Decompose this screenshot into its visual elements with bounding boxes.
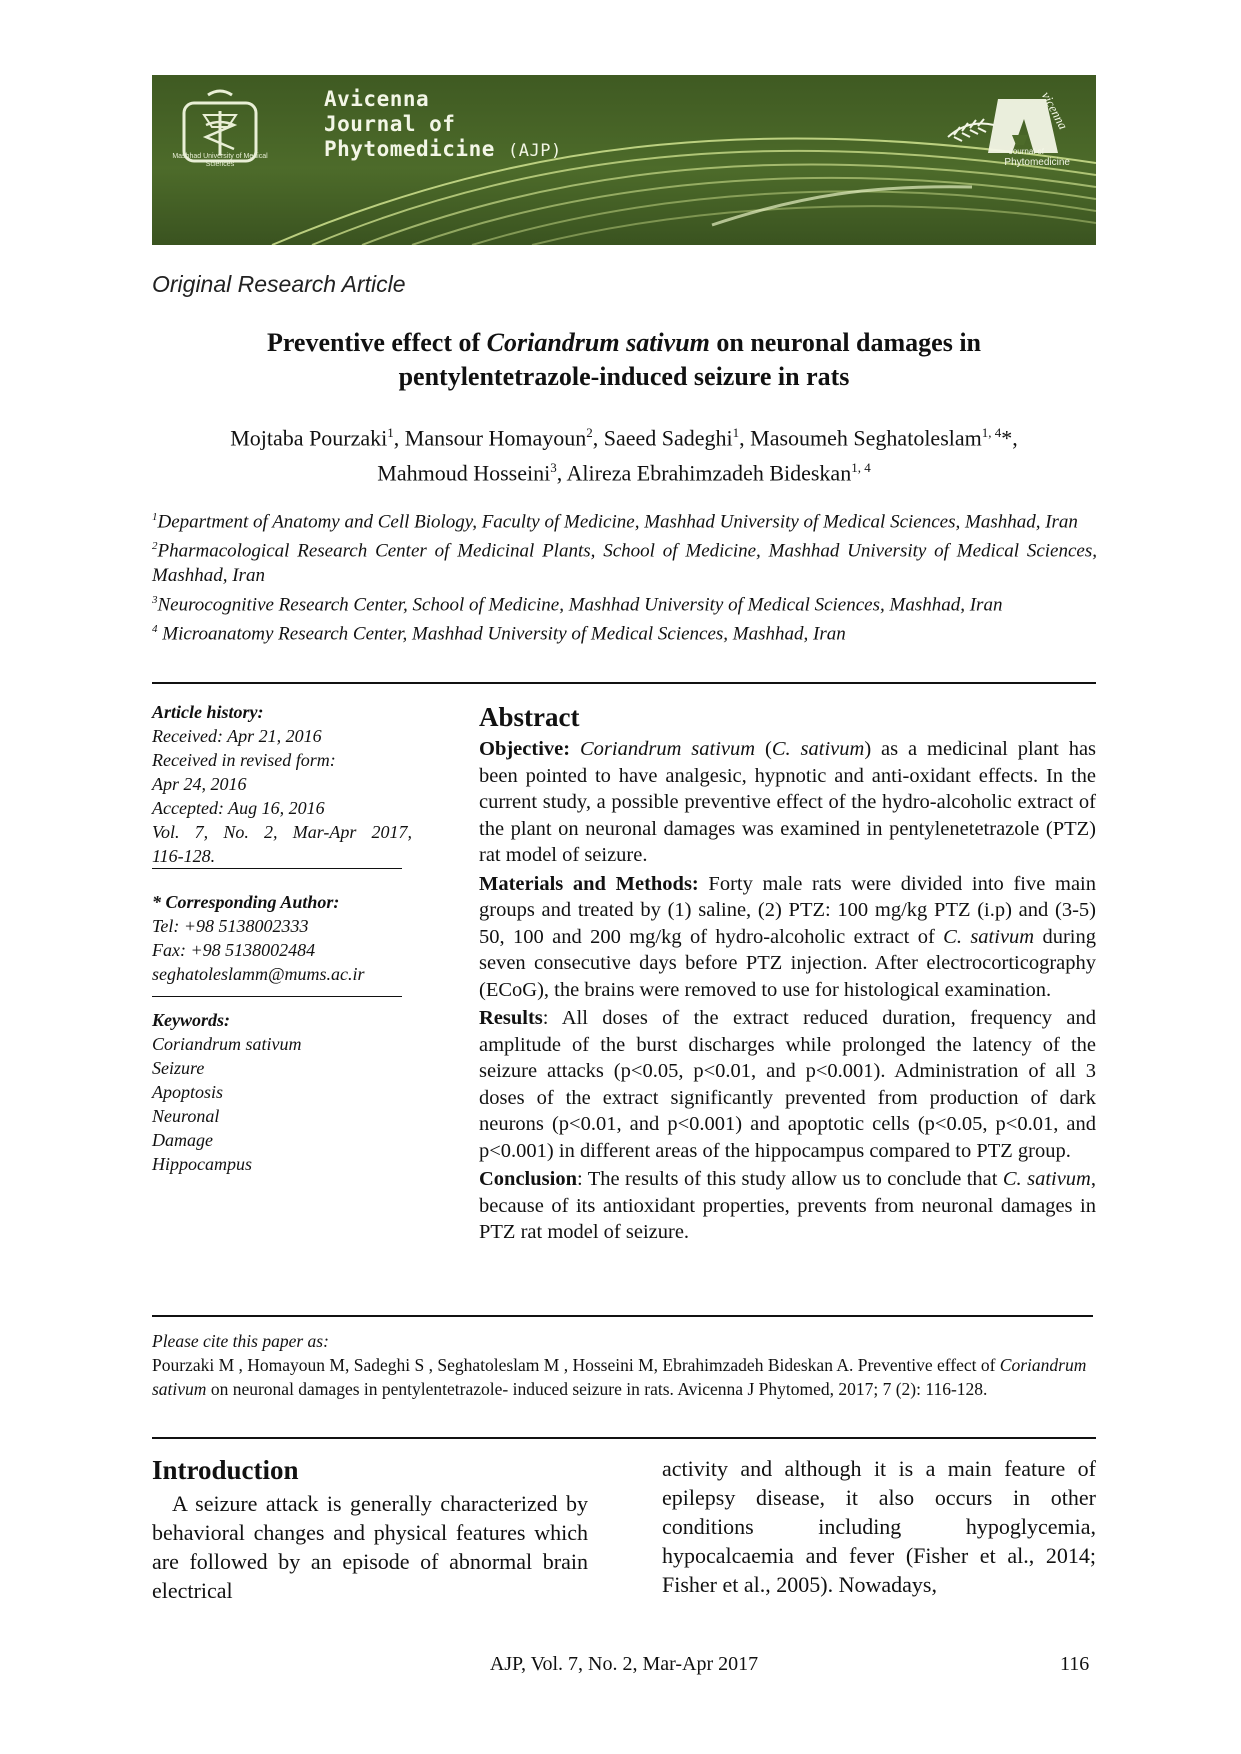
journal-name-line3: Phytomedicine (AJP) xyxy=(324,137,562,161)
corresponding-fax: Fax: +98 5138002484 xyxy=(152,940,316,960)
article-info-sidebar xyxy=(152,700,412,1176)
page-range: 116-128. xyxy=(152,846,216,866)
affiliation-text: Department of Anatomy and Cell Biology, Faculty of Medicine, Mashhad University of Medical Sciences, Mashhad, Iran xyxy=(157,511,1078,533)
affiliation-mark: 3 xyxy=(152,593,158,606)
keyword: Neuronal xyxy=(152,1106,220,1126)
sidebar-divider xyxy=(152,996,402,997)
keyword: Coriandrum sativum xyxy=(152,1034,302,1054)
section-divider xyxy=(152,682,1096,684)
journal-name-line1: Avicenna xyxy=(324,87,430,111)
university-caption: Mashhad University of Medical Sciences xyxy=(172,153,268,168)
abstract-text: Forty male rats were divided into five main groups and treated by (1) saline, (2) PTZ: 100 mg/kg PTZ (i.p) and (3-5) 50, 100 and 200 mg/kg of hydro-alcoholic extract of xyxy=(479,872,1096,948)
ajp-logo xyxy=(928,79,1088,209)
title-text: on neuronal damages in xyxy=(709,328,982,357)
footer-journal-info: AJP, Vol. 7, No. 2, Mar-Apr 2017 xyxy=(489,1653,759,1675)
title-text: pentylentetrazole-induced seizure in rats xyxy=(398,362,850,391)
keyword: Hippocampus xyxy=(152,1154,252,1174)
species-name: C. sativum xyxy=(1002,1168,1091,1190)
journal-abbrev: (AJP) xyxy=(508,141,562,161)
citation-part: Pourzaki M , Homayoun M, Sadeghi S , Seghatoleslam M , Hosseini M, Ebrahimzadeh Bideskan A. Preventive effect of xyxy=(152,1355,1000,1375)
citation-box xyxy=(152,1329,1096,1401)
abstract-results xyxy=(479,1005,1096,1164)
ajp-logo-arc-text: vicenna xyxy=(1038,89,1071,132)
author-list xyxy=(152,418,1096,489)
abstract-text: ( xyxy=(755,738,772,760)
species-name: C. sativum xyxy=(943,925,1035,948)
author-name: , Masoumeh Seghatoleslam xyxy=(739,425,982,451)
journal-banner xyxy=(152,75,1096,245)
affiliation-text: Pharmacological Research Center of Medicinal Plants, School of Medicine, Mashhad University of Medical Sciences, Mashhad, Iran xyxy=(152,540,1097,586)
abstract-text: : All doses of the extract reduced duration, frequency and amplitude of the burst discharges while prolonged the latency of the seizure attacks (p<0.05, p<0.01, and p<0.001). Administration of all 3 doses of the extract significantly prevented from production of dark neurons (p<0.01, and p<0.001) and apoptotic cells (p<0.05, p<0.01, and p<0.001) in different areas of the hippocampus compared to PTZ group. xyxy=(479,1007,1096,1162)
keywords-heading: Keywords: xyxy=(152,1010,230,1030)
species-name: Coriandrum sativum xyxy=(152,1355,1087,1399)
affiliation-mark: 2 xyxy=(152,540,158,553)
journal-name xyxy=(324,87,562,164)
corresponding-email[interactable]: seghatoleslamm@mums.ac.ir xyxy=(152,964,365,984)
abstract-objective xyxy=(479,736,1096,869)
affiliation xyxy=(152,617,1097,646)
journal-name-line2: Journal of xyxy=(324,112,456,136)
abstract-text: : The results of this study allow us to conclude that xyxy=(576,1168,1003,1190)
author-name: , Mansour Homayoun xyxy=(393,425,587,451)
citation-text xyxy=(152,1353,1096,1401)
results-label: Results xyxy=(479,1007,543,1029)
affiliation-mark: 4 xyxy=(152,622,158,635)
affiliation-text: Neurocognitive Research Center, School of Medicine, Mashhad University of Medical Sciences, Mashhad, Iran xyxy=(157,593,1003,615)
introduction-column-right xyxy=(662,1454,1096,1599)
abstract-text: ) as a medicinal plant has been pointed to have analgesic, hypnotic and anti-oxidant effects. In the current study, a possible preventive effect of the hydro-alcoholic extract of the plant on neuronal damages was examined in pentylenetetrazole (PTZ) rat model of seizure. xyxy=(479,738,1097,866)
abstract-conclusion xyxy=(479,1166,1096,1246)
introduction-heading: Introduction xyxy=(152,1455,299,1485)
title-text: Preventive effect of xyxy=(266,328,487,357)
affiliations xyxy=(152,505,1097,646)
author-affiliation-mark: 1 xyxy=(732,425,740,440)
abstract-text: , because of its antioxidant properties, prevents from neuronal damages in PTZ rat model of seizure. xyxy=(479,1168,1096,1243)
citation-heading: Please cite this paper as: xyxy=(152,1331,329,1351)
introduction-column-left xyxy=(152,1453,588,1605)
abstract-methods xyxy=(479,871,1096,1004)
affiliation xyxy=(152,588,1097,617)
conclusion-label: Conclusion xyxy=(479,1168,577,1190)
section-divider xyxy=(152,1437,1096,1439)
keyword: Seizure xyxy=(152,1058,205,1078)
author-name: Mahmoud Hosseini xyxy=(377,460,551,486)
revised-label: Received in revised form: xyxy=(152,750,336,770)
ajp-logo-text-2: Phytomedicine xyxy=(1004,157,1070,168)
corresponding-tel: Tel: +98 5138002333 xyxy=(152,916,309,936)
keyword: Apoptosis xyxy=(152,1082,224,1102)
page-number: 116 xyxy=(1060,1653,1090,1675)
abstract xyxy=(479,700,1096,1248)
methods-label: Materials and Methods: xyxy=(479,872,699,895)
author-name: Mojtaba Pourzaki xyxy=(230,425,388,451)
section-divider xyxy=(152,1315,1093,1317)
revised-date: Apr 24, 2016 xyxy=(152,774,247,794)
affiliation xyxy=(152,505,1097,534)
author-name: , Saeed Sadeghi xyxy=(592,425,733,451)
author-name: , Alireza Ebrahimzadeh Bideskan xyxy=(556,460,852,486)
ajp-logo-text-1: Journal of xyxy=(1008,147,1044,156)
article-type: Original Research Article xyxy=(152,271,406,297)
history-heading: Article history: xyxy=(152,702,264,722)
affiliation-mark: 1 xyxy=(152,511,158,523)
title-species: Coriandrum sativum xyxy=(486,328,710,357)
keyword: Damage xyxy=(152,1130,213,1150)
author-affiliation-mark: 1, 4 xyxy=(981,425,1002,440)
author-affiliation-mark: 3 xyxy=(550,460,557,476)
abstract-heading: Abstract xyxy=(479,702,580,732)
species-name: C. sativum xyxy=(771,738,865,760)
accepted-date: Accepted: Aug 16, 2016 xyxy=(152,798,325,818)
paper-title xyxy=(152,326,1096,394)
citation-part: on neuronal damages in pentylentetrazole- induced seizure in rats. Avicenna J Phytomed, 2017; 7 (2): 116-128. xyxy=(206,1379,988,1399)
species-name: Coriandrum sativum xyxy=(580,738,756,760)
corresponding-heading: * Corresponding Author: xyxy=(152,892,340,912)
objective-label: Objective: xyxy=(479,738,571,760)
author-affiliation-mark: 2 xyxy=(586,425,593,440)
volume-info: Vol. 7, No. 2, Mar-Apr 2017, xyxy=(152,822,412,842)
received-date: Received: Apr 21, 2016 xyxy=(152,726,322,746)
introduction-text: activity and although it is a main feature of epilepsy disease, it also occurs in other conditions including hypoglycemia, hypocalcaemia and fever (Fisher et al., 2014; Fisher et al., 2005). Nowadays, xyxy=(662,1456,1096,1597)
introduction-text: A seizure attack is generally characterized by behavioral changes and physical features which are followed by an episode of abnormal brain electrical xyxy=(152,1491,588,1603)
author-affiliation-mark: 1 xyxy=(387,425,394,440)
affiliation xyxy=(152,534,1097,587)
author-affiliation-mark: 1, 4 xyxy=(851,460,871,476)
abstract-text: during seven consecutive days before PTZ injection. After electrocorticography (ECoG), the brains were removed to use for histological examination. xyxy=(479,925,1097,1001)
corresponding-mark: *, xyxy=(1001,425,1018,451)
affiliation-text: Microanatomy Research Center, Mashhad University of Medical Sciences, Mashhad, Iran xyxy=(157,623,846,645)
sidebar-divider xyxy=(152,868,402,869)
